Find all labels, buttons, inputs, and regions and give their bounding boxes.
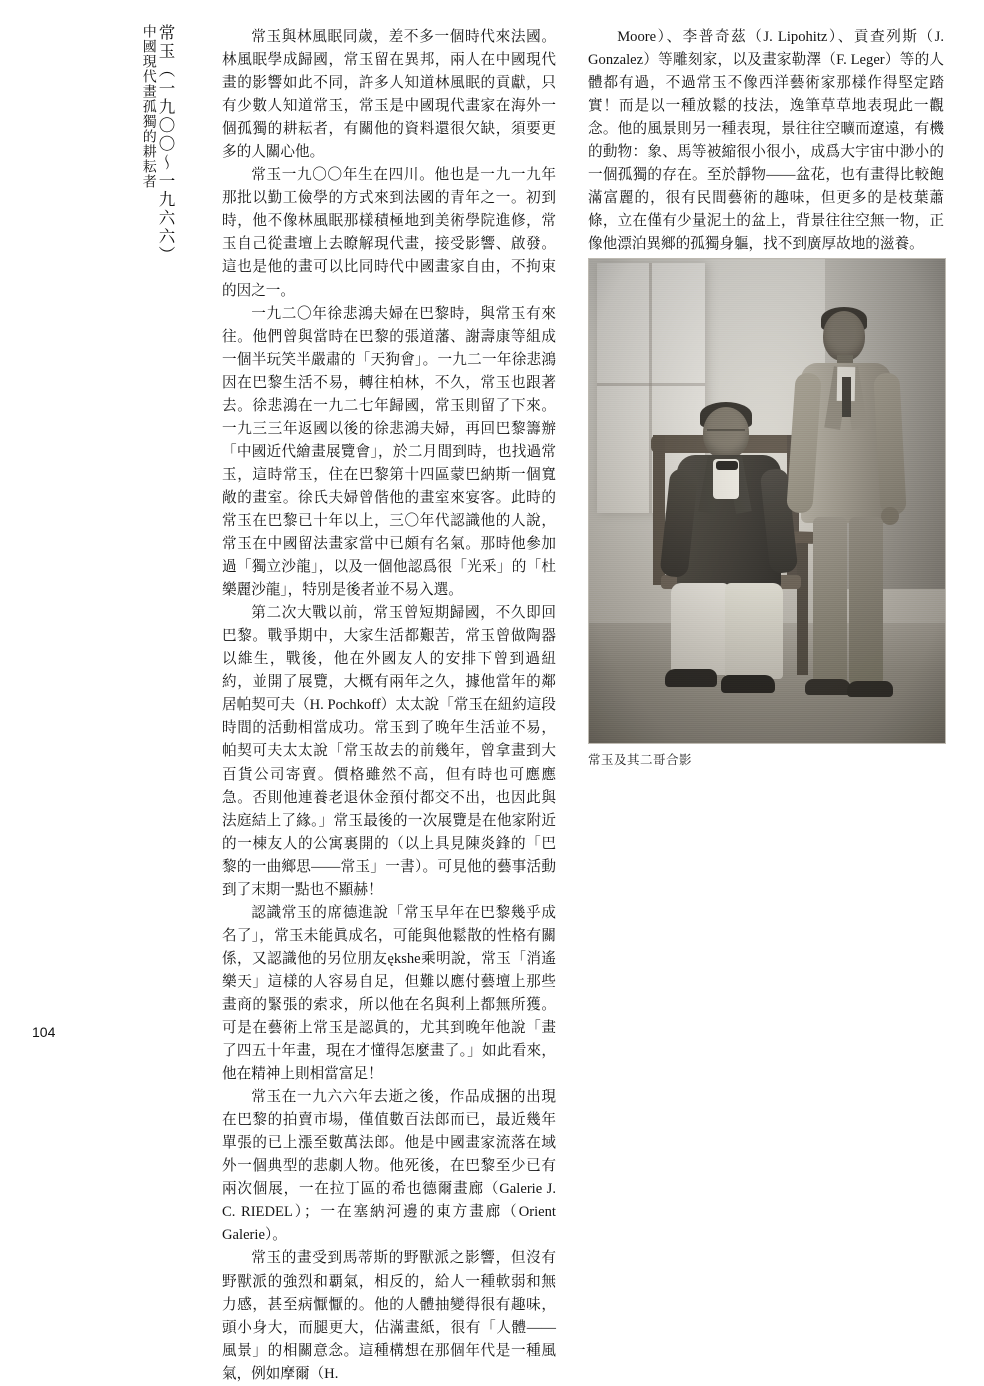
body-text-right-column [588,26,944,256]
paragraph: Moore）、李普奇茲（J. Lipohitz）、貢查列斯（J. Gonzalez）等雕刻家，以及畫家勒澤（F. Leger）等的人體都有過，不過常玉不像西洋藝術家那樣作得堅定踏實！而是以一種放鬆的技法，逸筆草草地表現此一觀念。他的風景則另一種表現，景往往空曠而遼遠，有機的動物：象、馬等被縮很小很小，成爲大宇宙中渺小的一個孤獨的存在。至於靜物——盆花，也有畫得比較飽滿富麗的，很有民間藝術的趣味，但更多的是枝葉蕭條，立在僅有少量泥土的盆上，背景往往空無一物，正像他漂泊異鄉的孤獨身軀，找不到廣厚故地的滋養。 [588,29,944,253]
body-text-left-column [222,26,556,1386]
vertical-title-sub: 中國現代畫孤獨的耕耘者 [140,24,156,189]
paragraph: 常玉在一九六六年去逝之後，作品成捆的出現在巴黎的拍賣市場，僅值數百法郎而已，最近幾年單張的已上漲至數萬法郎。他是中國畫家流落在域外一個典型的悲劇人物。他死後，在巴黎至少已有兩次個展，一在拉丁區的希也德爾畫廊（Galerie J. C. RIEDEL）；一在塞納河邊的東方畫廊（Orient Galerie）。 [222,1089,556,1244]
page-number: 104 [32,1024,56,1040]
vertical-running-title [118,24,174,284]
photo-block [588,258,944,770]
paragraph: 一九二〇年徐悲鴻夫婦在巴黎時，與常玉有來往。他們曾與當時在巴黎的張道藩、謝壽康等組成一個半玩笑半嚴肅的「天狗會」。一九二一年徐悲鴻因在巴黎生活不易，轉往柏林，不久，常玉也跟著去。徐悲鴻在一九二七年歸國，常玉則留了下來。一九三三年返國以後的徐悲鴻夫婦，再回巴黎籌辦「中國近代繪畫展覽會」，於二月間到時，也找過常玉，這時常玉，住在巴黎第十四區蒙巴納斯一個寬敞的畫室。徐氏夫婦曾偕他的畫室來宴客。此時的常玉在巴黎已十年以上，三〇年代認識他的人說，常玉在中國留法畫家當中已頗有名氣。那時他參加過「獨立沙龍」，以及一個他認爲很「光釆」的「杜樂麗沙龍」，特別是後者並不易入選。 [222,305,556,599]
paragraph: 常玉的畫受到馬蒂斯的野獸派之影響，但沒有野獸派的強烈和覇氣，相反的，給人一種軟弱和無力感，甚至病懨懨的。他的人體抽變得很有趣味，頭小身大，而腿更大，佔滿畫紙，很有「人體——風景」的相關意念。這種構想在那個年代是一種風氣，例如摩爾（H. [222,1250,556,1382]
paragraph: 常玉與林風眠同歲，差不多一個時代來法國。林風眠學成歸國，常玉留在異邦，兩人在中國現代畫的影響如此不同，許多人知道林風眠的貢獻，只有少數人知道常玉，常玉是中國現代畫家在海外一個孤獨的耕耘者，有關他的資料還很欠缺，須要更多的人關心他。 [222,29,556,161]
paragraph: 認識常玉的席德進說「常玉早年在巴黎幾乎成名了」，常玉未能眞成名，可能與他鬆散的性格有關係，又認識他的另位朋友ękshe乘明說，常玉「消遙樂天」這樣的人容易自足，但難以應付藝壇上那些畫商的緊張的索求，所以他在名與利上都無所獲。可是在藝術上常玉是認眞的，尤其到晚年他說「畫了四五十年畫，現在才懂得怎麼畫了。」如此看來，他在精神上則相當富足！ [222,904,556,1083]
photo-caption: 常玉及其二哥合影 [588,753,693,767]
photo-grain-overlay [589,259,945,743]
paragraph: 第二次大戰以前，常玉曾短期歸國，不久即回巴黎。戰爭期中，大家生活都艱苦，常玉曾做陶器以維生，戰後，他在外國友人的安排下曾到過紐約，並開了展覽，大概有兩年之久，據他當年的鄰居帕契可夫（H. Pochkoff）太太說「常玉在紐約這段時間的活動相當成功。常玉到了晚年生活並不易，帕契可夫太太說「常玉故去的前幾年，曾拿畫到大百貨公司寄賣。價格雖然不高，但有時也可應應急。否則他連養老退休金預付都交不出，也因此與法庭結上了緣。」常玉最後的一次展覽是在他家附近的一棟友人的公寓裏開的（以上具見陳炎鋒的「巴黎的一曲鄉思——常玉」一書）。可見他的藝事活動到了末期一點也不顯赫！ [222,605,556,898]
historical-portrait-photograph [588,258,946,744]
paragraph: 常玉一九〇〇年生在四川。他也是一九一九年那批以勤工儉學的方式來到法國的青年之一。初到時，他不像林風眠那樣積極地到美術學院進修，常玉自己從畫壇上去瞭解現代畫，接受影響、啟發。這也是他的畫可以比同時代中國畫家自由，不拘束的因之一。 [222,167,556,299]
vertical-title-main: 常玉（一九〇〇～一九六六） [156,24,175,265]
